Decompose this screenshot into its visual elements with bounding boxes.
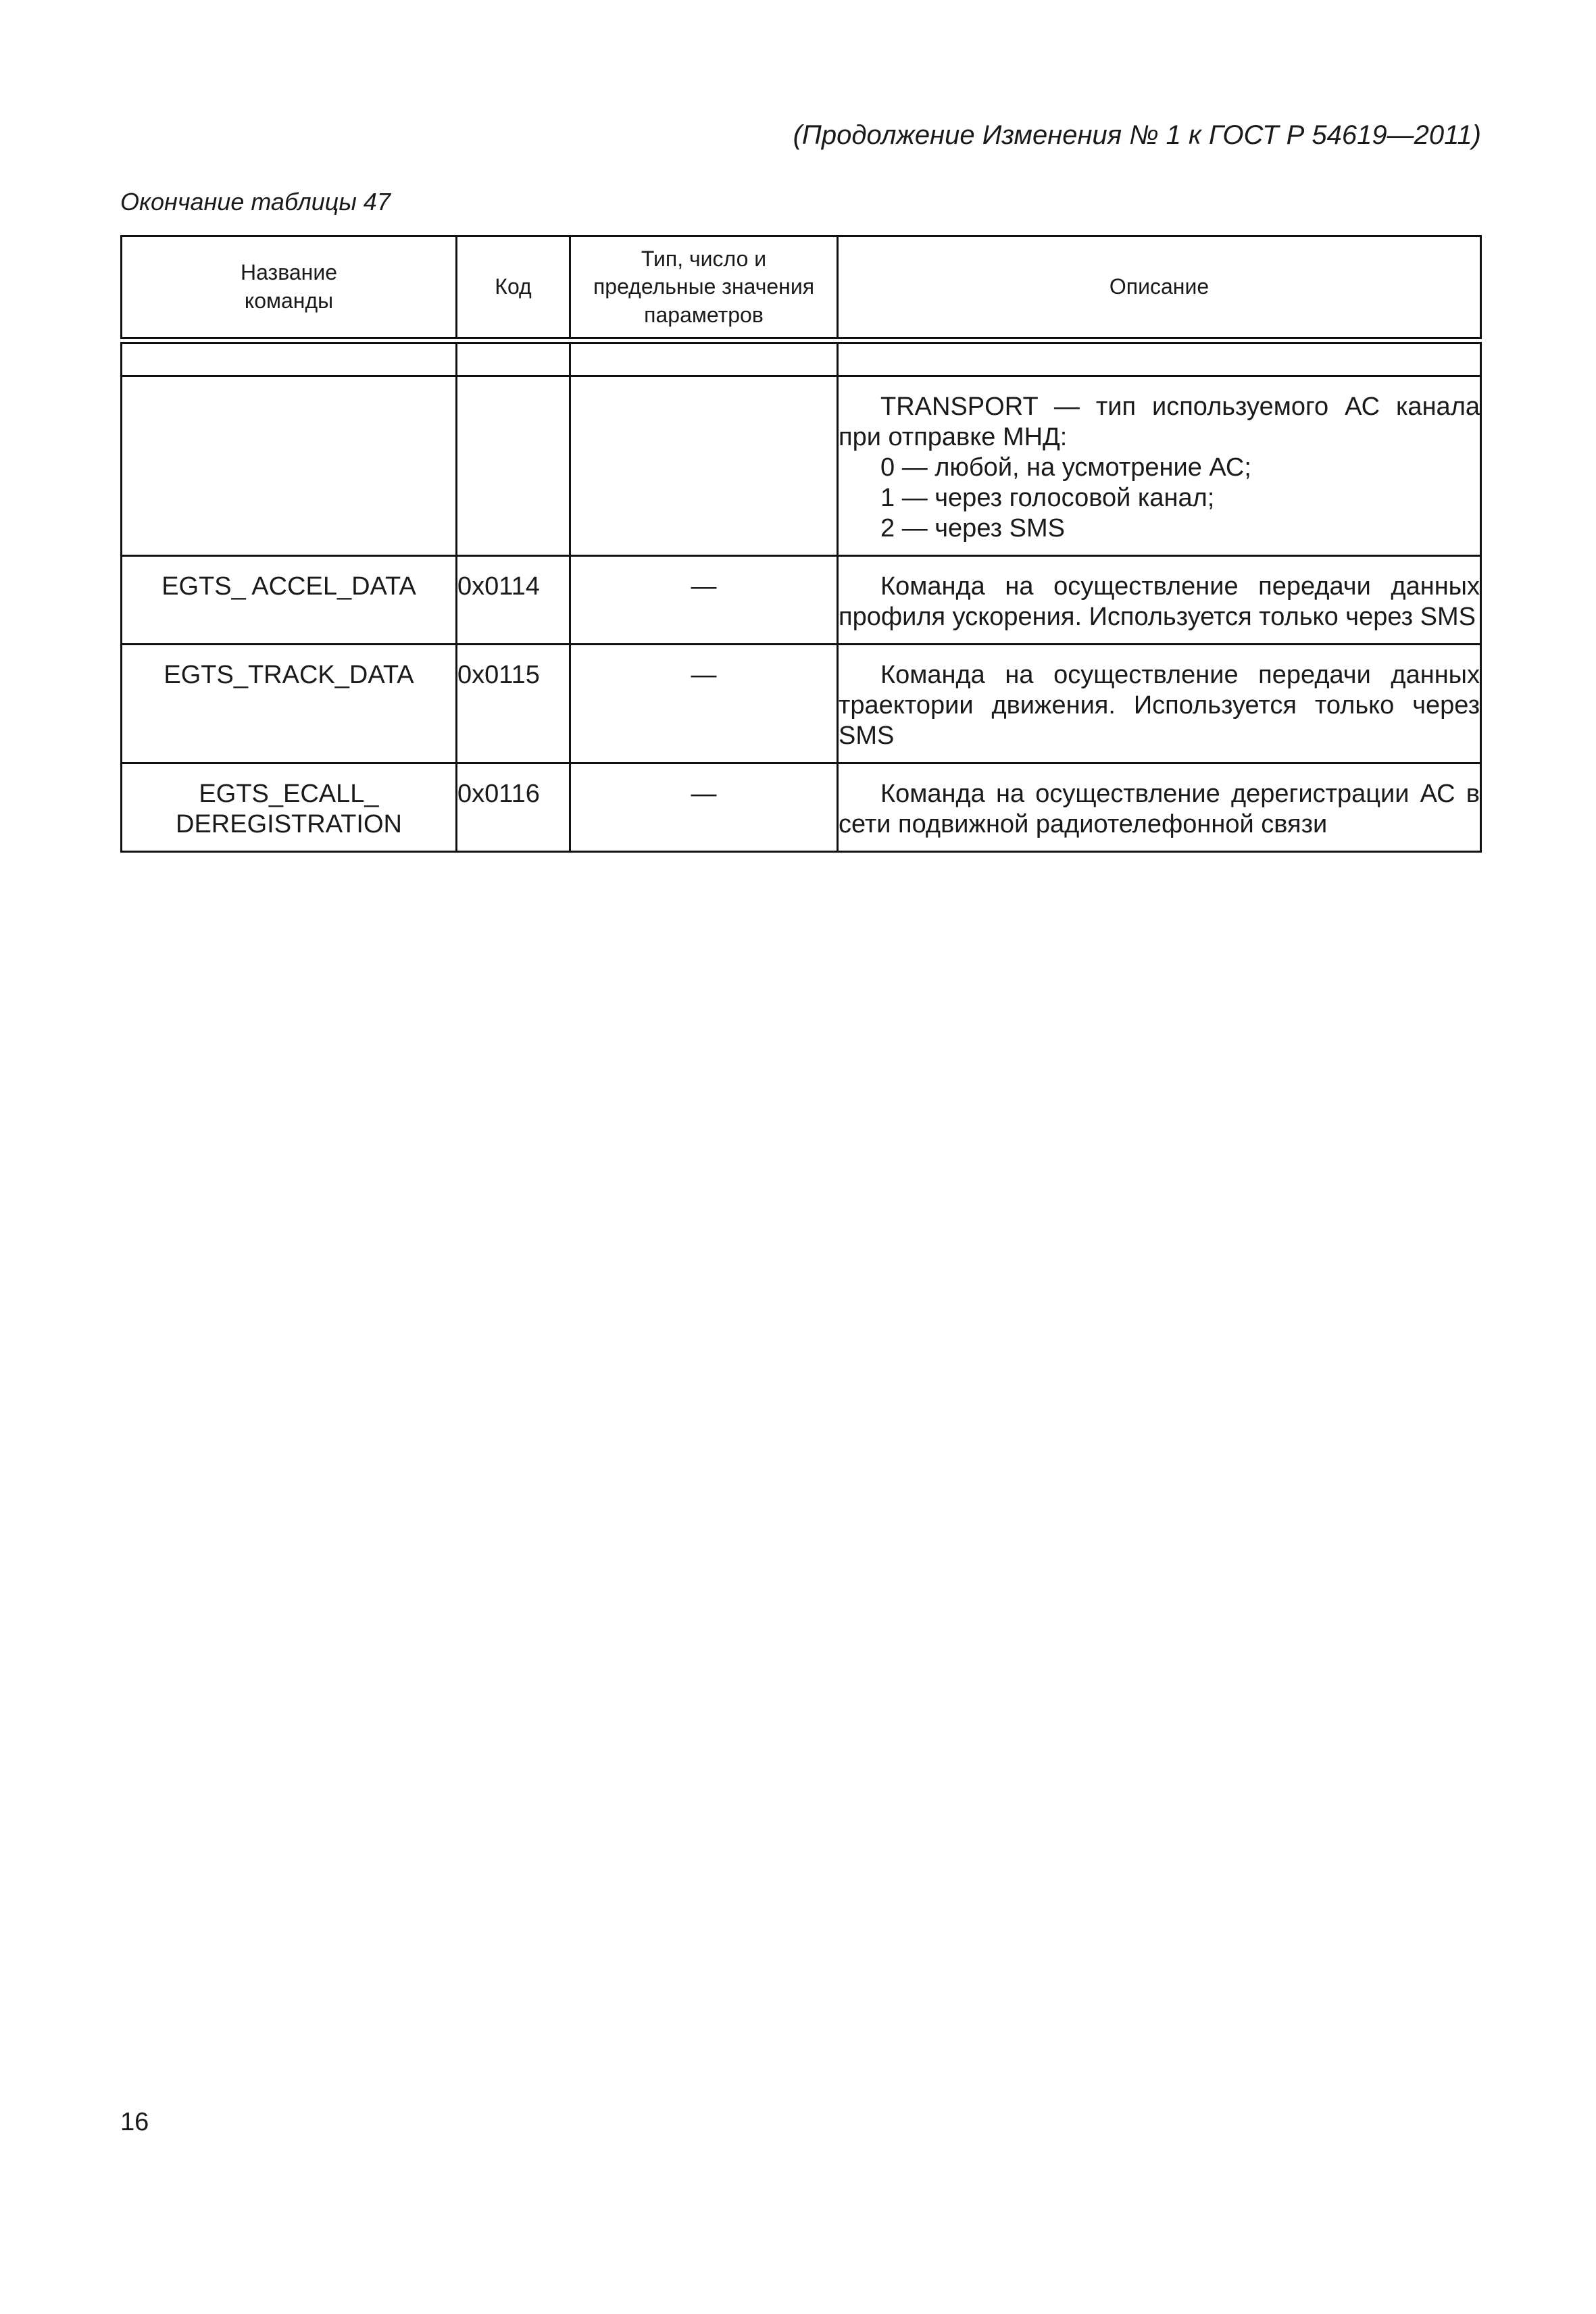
cell-name-text: EGTS_ECALL_ DEREGISTRATION [176,780,402,838]
document-continuation-header: (Продолжение Изменения № 1 к ГОСТ Р 54619—2011) [793,120,1481,150]
cell-type: — [570,645,838,763]
description-paragraph: TRANSPORT — тип используемого АС канала при отправке МНД: [839,393,1480,451]
cell-name: EGTS_TRACK_DATA [122,645,457,763]
page-number: 16 [120,2108,149,2136]
description-paragraph: Команда на осуществление дерегистрации АС в сети подвижной радиотелефонной связи [839,780,1480,838]
column-header-code-text: Код [495,274,532,299]
table-header-row [122,236,1481,341]
table-row [122,376,1481,556]
column-header-type-text: Тип, число и предельные значения параметров [593,246,815,327]
table-row [122,556,1481,645]
cell-description [838,556,1481,645]
cell-type: — [570,763,838,852]
description-list-item: 0 — любой, на усмотрение АС; [880,453,1251,482]
cell-name [122,376,457,556]
column-header-name [122,236,457,341]
description-paragraph: Команда на осуществление передачи данных траектории движения. Используется только через SMS [839,661,1480,750]
description-list-item: 1 — через голосовой канал; [880,484,1215,512]
cell-description [838,763,1481,852]
description-list-item: 2 — через SMS [880,514,1065,543]
table-row [122,645,1481,763]
column-header-type [570,236,838,341]
separator-cell [457,341,570,376]
cell-code: 0x0114 [457,556,570,645]
cell-code: 0x0115 [457,645,570,763]
cell-code [457,376,570,556]
cell-description [838,645,1481,763]
description-paragraph: Команда на осуществление передачи данных профиля ускорения. Используется только через SMS [839,572,1480,631]
commands-table [120,235,1482,853]
header-separator-row [122,341,1481,376]
cell-type: — [570,556,838,645]
separator-cell [838,341,1481,376]
column-header-name-text: Название команды [241,260,337,313]
table-caption: Окончание таблицы 47 [120,188,391,216]
cell-type [570,376,838,556]
separator-cell [570,341,838,376]
column-header-description [838,236,1481,341]
cell-code: 0x0116 [457,763,570,852]
cell-name: EGTS_ ACCEL_DATA [122,556,457,645]
table-row [122,763,1481,852]
separator-cell [122,341,457,376]
cell-name [122,763,457,852]
cell-description [838,376,1481,556]
column-header-description-text: Описание [1109,274,1210,299]
column-header-code [457,236,570,341]
